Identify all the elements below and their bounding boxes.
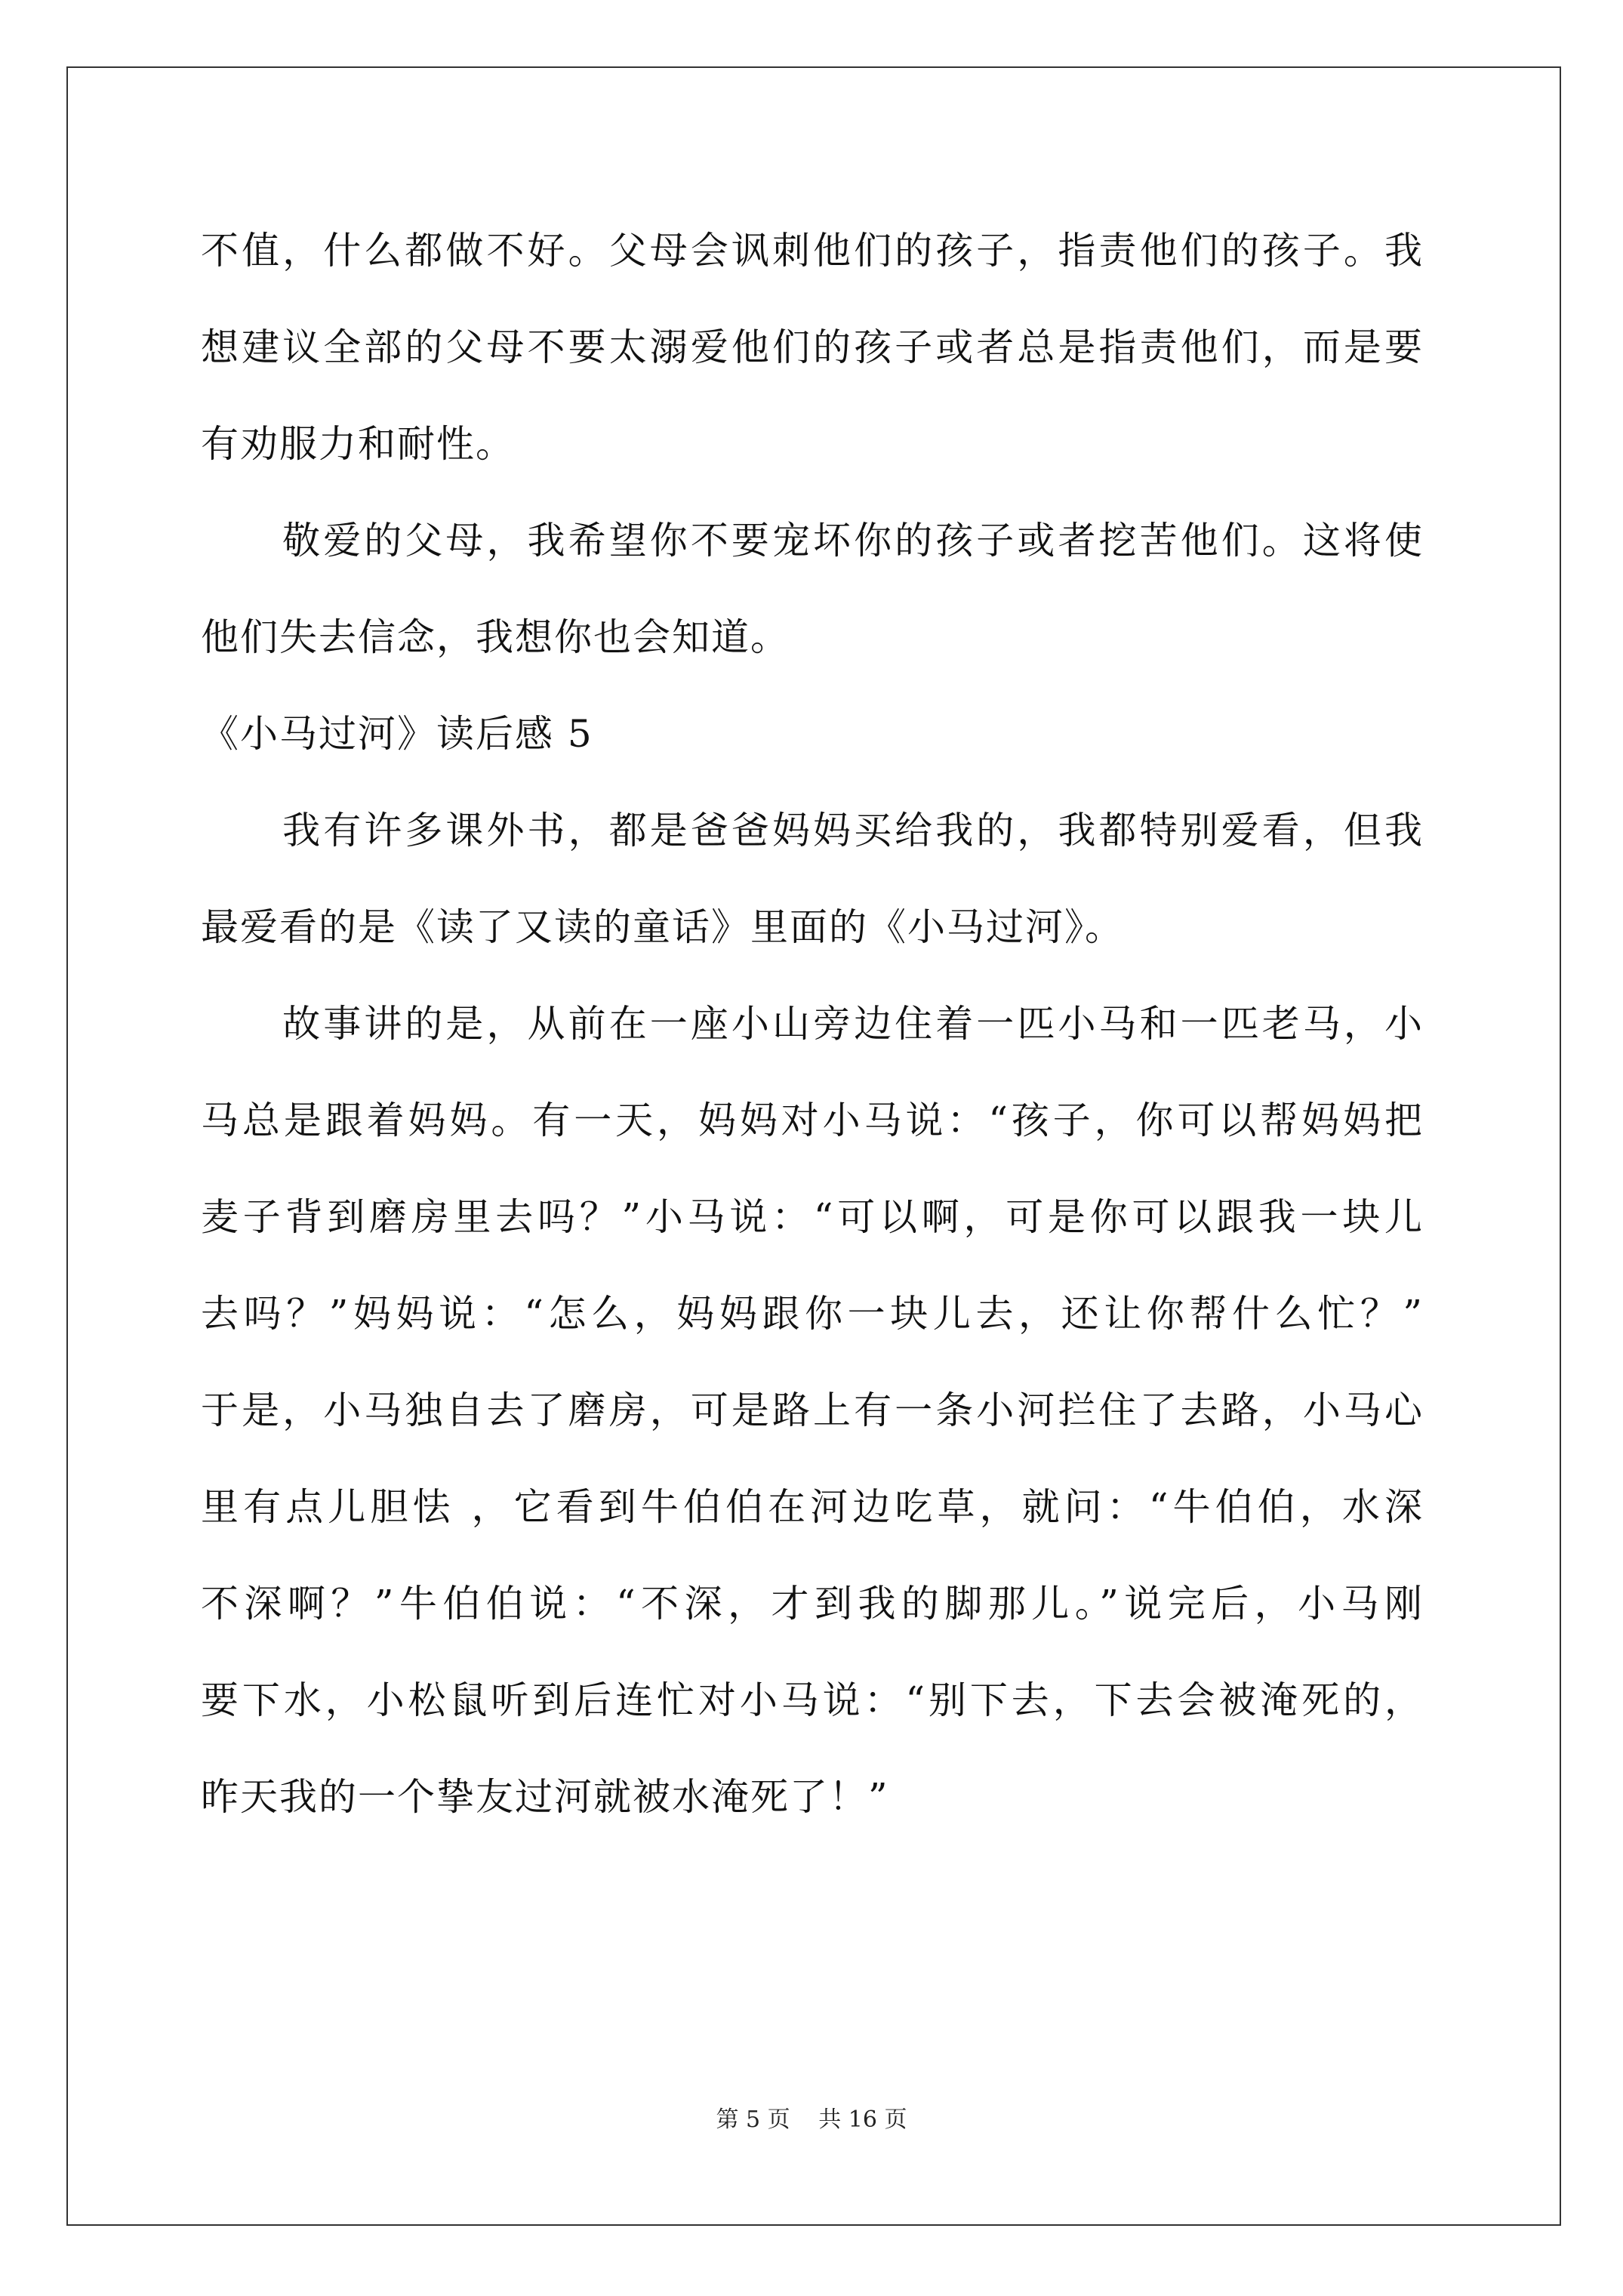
document-body <box>201 217 1424 1860</box>
text-line: 最爱看的是《读了又读的童话》里面的《小马过河》。 <box>201 905 1124 949</box>
text-line: 他们失去信念，我想你也会知道。 <box>201 615 790 659</box>
text-line: 我有许多课外书，都是爸爸妈妈买给我的，我都特别爱看，但我 <box>201 809 1424 852</box>
page-total: 共 16 页 <box>818 2106 907 2133</box>
text-line: 去吗？”妈妈说：“怎么，妈妈跟你一块儿去，还让你帮什么忙？” <box>201 1292 1424 1336</box>
text-line: 要下水，小松鼠听到后连忙对小马说：“别下去，下去会被淹死的， <box>201 1678 1424 1722</box>
text-line: 有劝服力和耐性。 <box>201 422 515 466</box>
text-line: 麦子背到磨房里去吗？”小马说：“可以啊，可是你可以跟我一块儿 <box>201 1195 1424 1239</box>
text-line: 故事讲的是，从前在一座小山旁边住着一匹小马和一匹老马，小 <box>201 1002 1424 1046</box>
page-number: 第 5 页 <box>716 2106 790 2133</box>
page-footer <box>0 2105 1623 2135</box>
text-line: 敬爱的父母，我希望你不要宠坏你的孩子或者挖苦他们。这将使 <box>201 519 1424 562</box>
text-line: 昨天我的一个挚友过河就被水淹死了！” <box>201 1775 889 1819</box>
text-line: 不深啊？”牛伯伯说：“不深，才到我的脚那儿。”说完后，小马刚 <box>201 1582 1424 1626</box>
text-line: 不值，什么都做不好。父母会讽刺他们的孩子，指责他们的孩子。我 <box>201 229 1424 273</box>
text-line: 于是，小马独自去了磨房，可是路上有一条小河拦住了去路，小马心 <box>201 1388 1424 1432</box>
text-line: 想建议全部的父母不要太溺爱他们的孩子或者总是指责他们，而是要 <box>201 325 1424 369</box>
text-line: 里有点儿胆怯 ，它看到牛伯伯在河边吃草，就问：“牛伯伯，水深 <box>201 1485 1424 1529</box>
text-line: 马总是跟着妈妈。有一天，妈妈对小马说：“孩子，你可以帮妈妈把 <box>201 1099 1424 1142</box>
section-heading: 《小马过河》读后感 5 <box>201 712 593 756</box>
